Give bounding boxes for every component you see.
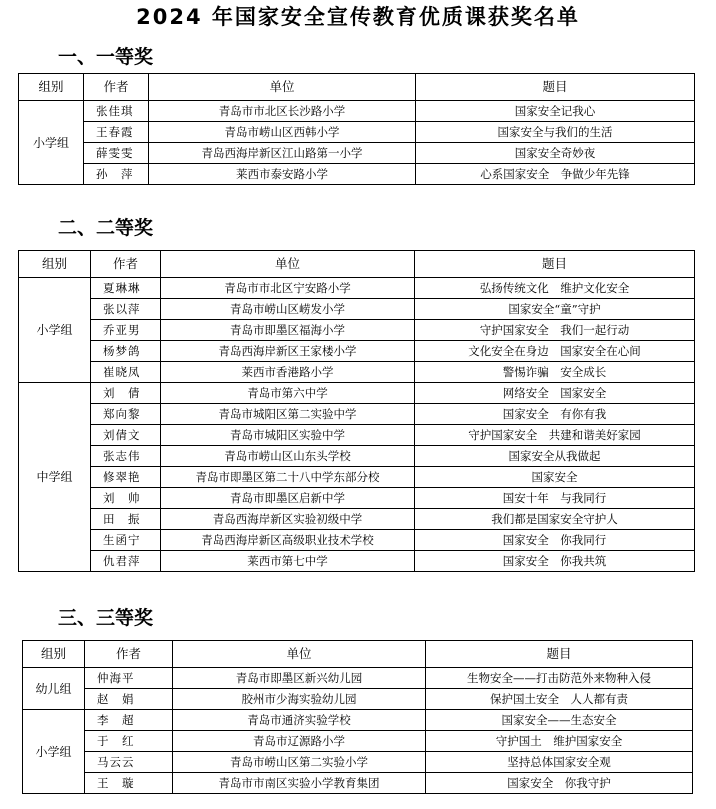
group-cell: 小学组 [19,278,91,383]
table-row [23,752,693,773]
topic-cell: 守护国土 维护国家安全 [426,731,693,752]
author-cell: 于 红 [85,731,173,752]
unit-header: 单位 [173,641,426,668]
table-row [19,278,695,299]
table-row [19,341,695,362]
topic-cell: 文化安全在身边 国家安全在心间 [415,341,695,362]
author-cell: 乔亚男 [91,320,161,341]
table-row [19,122,695,143]
table-row [19,530,695,551]
author-cell: 田 振 [91,509,161,530]
topic-cell: 国家安全——生态安全 [426,710,693,731]
table-row [19,551,695,572]
unit-cell: 青岛市市北区长沙路小学 [149,101,416,122]
author-cell: 刘倩文 [91,425,161,446]
section-heading-first-prize: 一、一等奖 [58,46,154,68]
group-cell: 小学组 [19,101,84,185]
unit-cell: 莱西市泰安路小学 [149,164,416,185]
page-title: 2024 年国家安全宣传教育优质课获奖名单 [136,5,580,29]
table-row [23,710,693,731]
topic-header: 题目 [415,251,695,278]
topic-cell: 警惕诈骗 安全成长 [415,362,695,383]
section-heading-second-prize: 二、二等奖 [58,217,154,239]
author-cell: 杨梦鸽 [91,341,161,362]
unit-cell: 青岛市即墨区新兴幼儿园 [173,668,426,689]
topic-cell: 生物安全——打击防范外来物种入侵 [426,668,693,689]
unit-cell: 青岛西海岸新区江山路第一小学 [149,143,416,164]
table-row [19,164,695,185]
group-header: 组别 [19,74,84,101]
topic-cell: 国家安全与我们的生活 [416,122,695,143]
group-cell: 小学组 [23,710,85,794]
unit-cell: 青岛市即墨区启新中学 [161,488,415,509]
unit-header: 单位 [149,74,416,101]
table-row [19,101,695,122]
author-cell: 修翠艳 [91,467,161,488]
topic-cell: 坚持总体国家安全观 [426,752,693,773]
table-row [19,362,695,383]
table-row [19,404,695,425]
table-row [23,668,693,689]
unit-cell: 莱西市香港路小学 [161,362,415,383]
topic-header: 题目 [416,74,695,101]
unit-cell: 青岛市即墨区福海小学 [161,320,415,341]
table-row [19,488,695,509]
table-row [19,425,695,446]
group-header: 组别 [23,641,85,668]
topic-cell: 国家安全从我做起 [415,446,695,467]
topic-cell: 国家安全 有你有我 [415,404,695,425]
author-cell: 王 璇 [85,773,173,794]
table-row [19,509,695,530]
unit-cell: 青岛市崂山区第二实验小学 [173,752,426,773]
topic-cell: 弘扬传统文化 维护文化安全 [415,278,695,299]
group-cell: 中学组 [19,383,91,572]
topic-cell: 保护国土安全 人人都有责 [426,689,693,710]
unit-cell: 青岛市市南区实验小学教育集团 [173,773,426,794]
author-header: 作者 [85,641,173,668]
third-prize-table [22,640,693,794]
author-cell: 张佳琪 [84,101,149,122]
unit-cell: 青岛市市北区宁安路小学 [161,278,415,299]
table-row [19,320,695,341]
first-prize-table [18,73,695,185]
topic-cell: 守护国家安全 共建和谐美好家园 [415,425,695,446]
author-cell: 张以萍 [91,299,161,320]
table-row [23,689,693,710]
author-cell: 王春霞 [84,122,149,143]
unit-header: 单位 [161,251,415,278]
author-cell: 生函宁 [91,530,161,551]
unit-cell: 青岛市辽源路小学 [173,731,426,752]
author-cell: 孙 萍 [84,164,149,185]
group-header: 组别 [19,251,91,278]
author-cell: 张志伟 [91,446,161,467]
author-cell: 赵 娟 [85,689,173,710]
author-cell: 夏琳琳 [91,278,161,299]
unit-cell: 青岛市即墨区第二十八中学东部分校 [161,467,415,488]
topic-cell: 国家安全 [415,467,695,488]
topic-cell: 心系国家安全 争做少年先锋 [416,164,695,185]
table-row [23,731,693,752]
table-row [23,773,693,794]
unit-cell: 青岛西海岸新区高级职业技术学校 [161,530,415,551]
author-cell: 刘 帅 [91,488,161,509]
unit-cell: 青岛市通济实验学校 [173,710,426,731]
group-cell: 幼儿组 [23,668,85,710]
section-heading-third-prize: 三、三等奖 [58,607,154,629]
author-header: 作者 [91,251,161,278]
second-prize-table [18,250,695,572]
unit-cell: 青岛西海岸新区实验初级中学 [161,509,415,530]
topic-cell: 国家安全 你我守护 [426,773,693,794]
topic-header: 题目 [426,641,693,668]
topic-cell: 国安十年 与我同行 [415,488,695,509]
author-cell: 李 超 [85,710,173,731]
topic-cell: 国家安全 你我同行 [415,530,695,551]
table-header-row [19,251,695,278]
topic-cell: 国家安全“童”守护 [415,299,695,320]
unit-cell: 青岛市崂山区西韩小学 [149,122,416,143]
author-header: 作者 [84,74,149,101]
author-cell: 仇君萍 [91,551,161,572]
author-cell: 崔晓凤 [91,362,161,383]
author-cell: 薛雯雯 [84,143,149,164]
table-row [19,299,695,320]
author-cell: 仲海平 [85,668,173,689]
table-row [19,143,695,164]
topic-cell: 网络安全 国家安全 [415,383,695,404]
unit-cell: 青岛市城阳区第二实验中学 [161,404,415,425]
table-header-row [19,74,695,101]
topic-cell: 守护国家安全 我们一起行动 [415,320,695,341]
table-row [19,467,695,488]
unit-cell: 青岛市崂山区山东头学校 [161,446,415,467]
author-cell: 马云云 [85,752,173,773]
unit-cell: 胶州市少海实验幼儿园 [173,689,426,710]
topic-cell: 我们都是国家安全守护人 [415,509,695,530]
author-cell: 刘 倩 [91,383,161,404]
table-row [19,383,695,404]
unit-cell: 青岛市城阳区实验中学 [161,425,415,446]
table-row [19,446,695,467]
unit-cell: 青岛西海岸新区王家楼小学 [161,341,415,362]
author-cell: 郑向黎 [91,404,161,425]
unit-cell: 莱西市第七中学 [161,551,415,572]
unit-cell: 青岛市第六中学 [161,383,415,404]
topic-cell: 国家安全 你我共筑 [415,551,695,572]
table-header-row [23,641,693,668]
topic-cell: 国家安全记我心 [416,101,695,122]
unit-cell: 青岛市崂山区崂发小学 [161,299,415,320]
topic-cell: 国家安全奇妙夜 [416,143,695,164]
